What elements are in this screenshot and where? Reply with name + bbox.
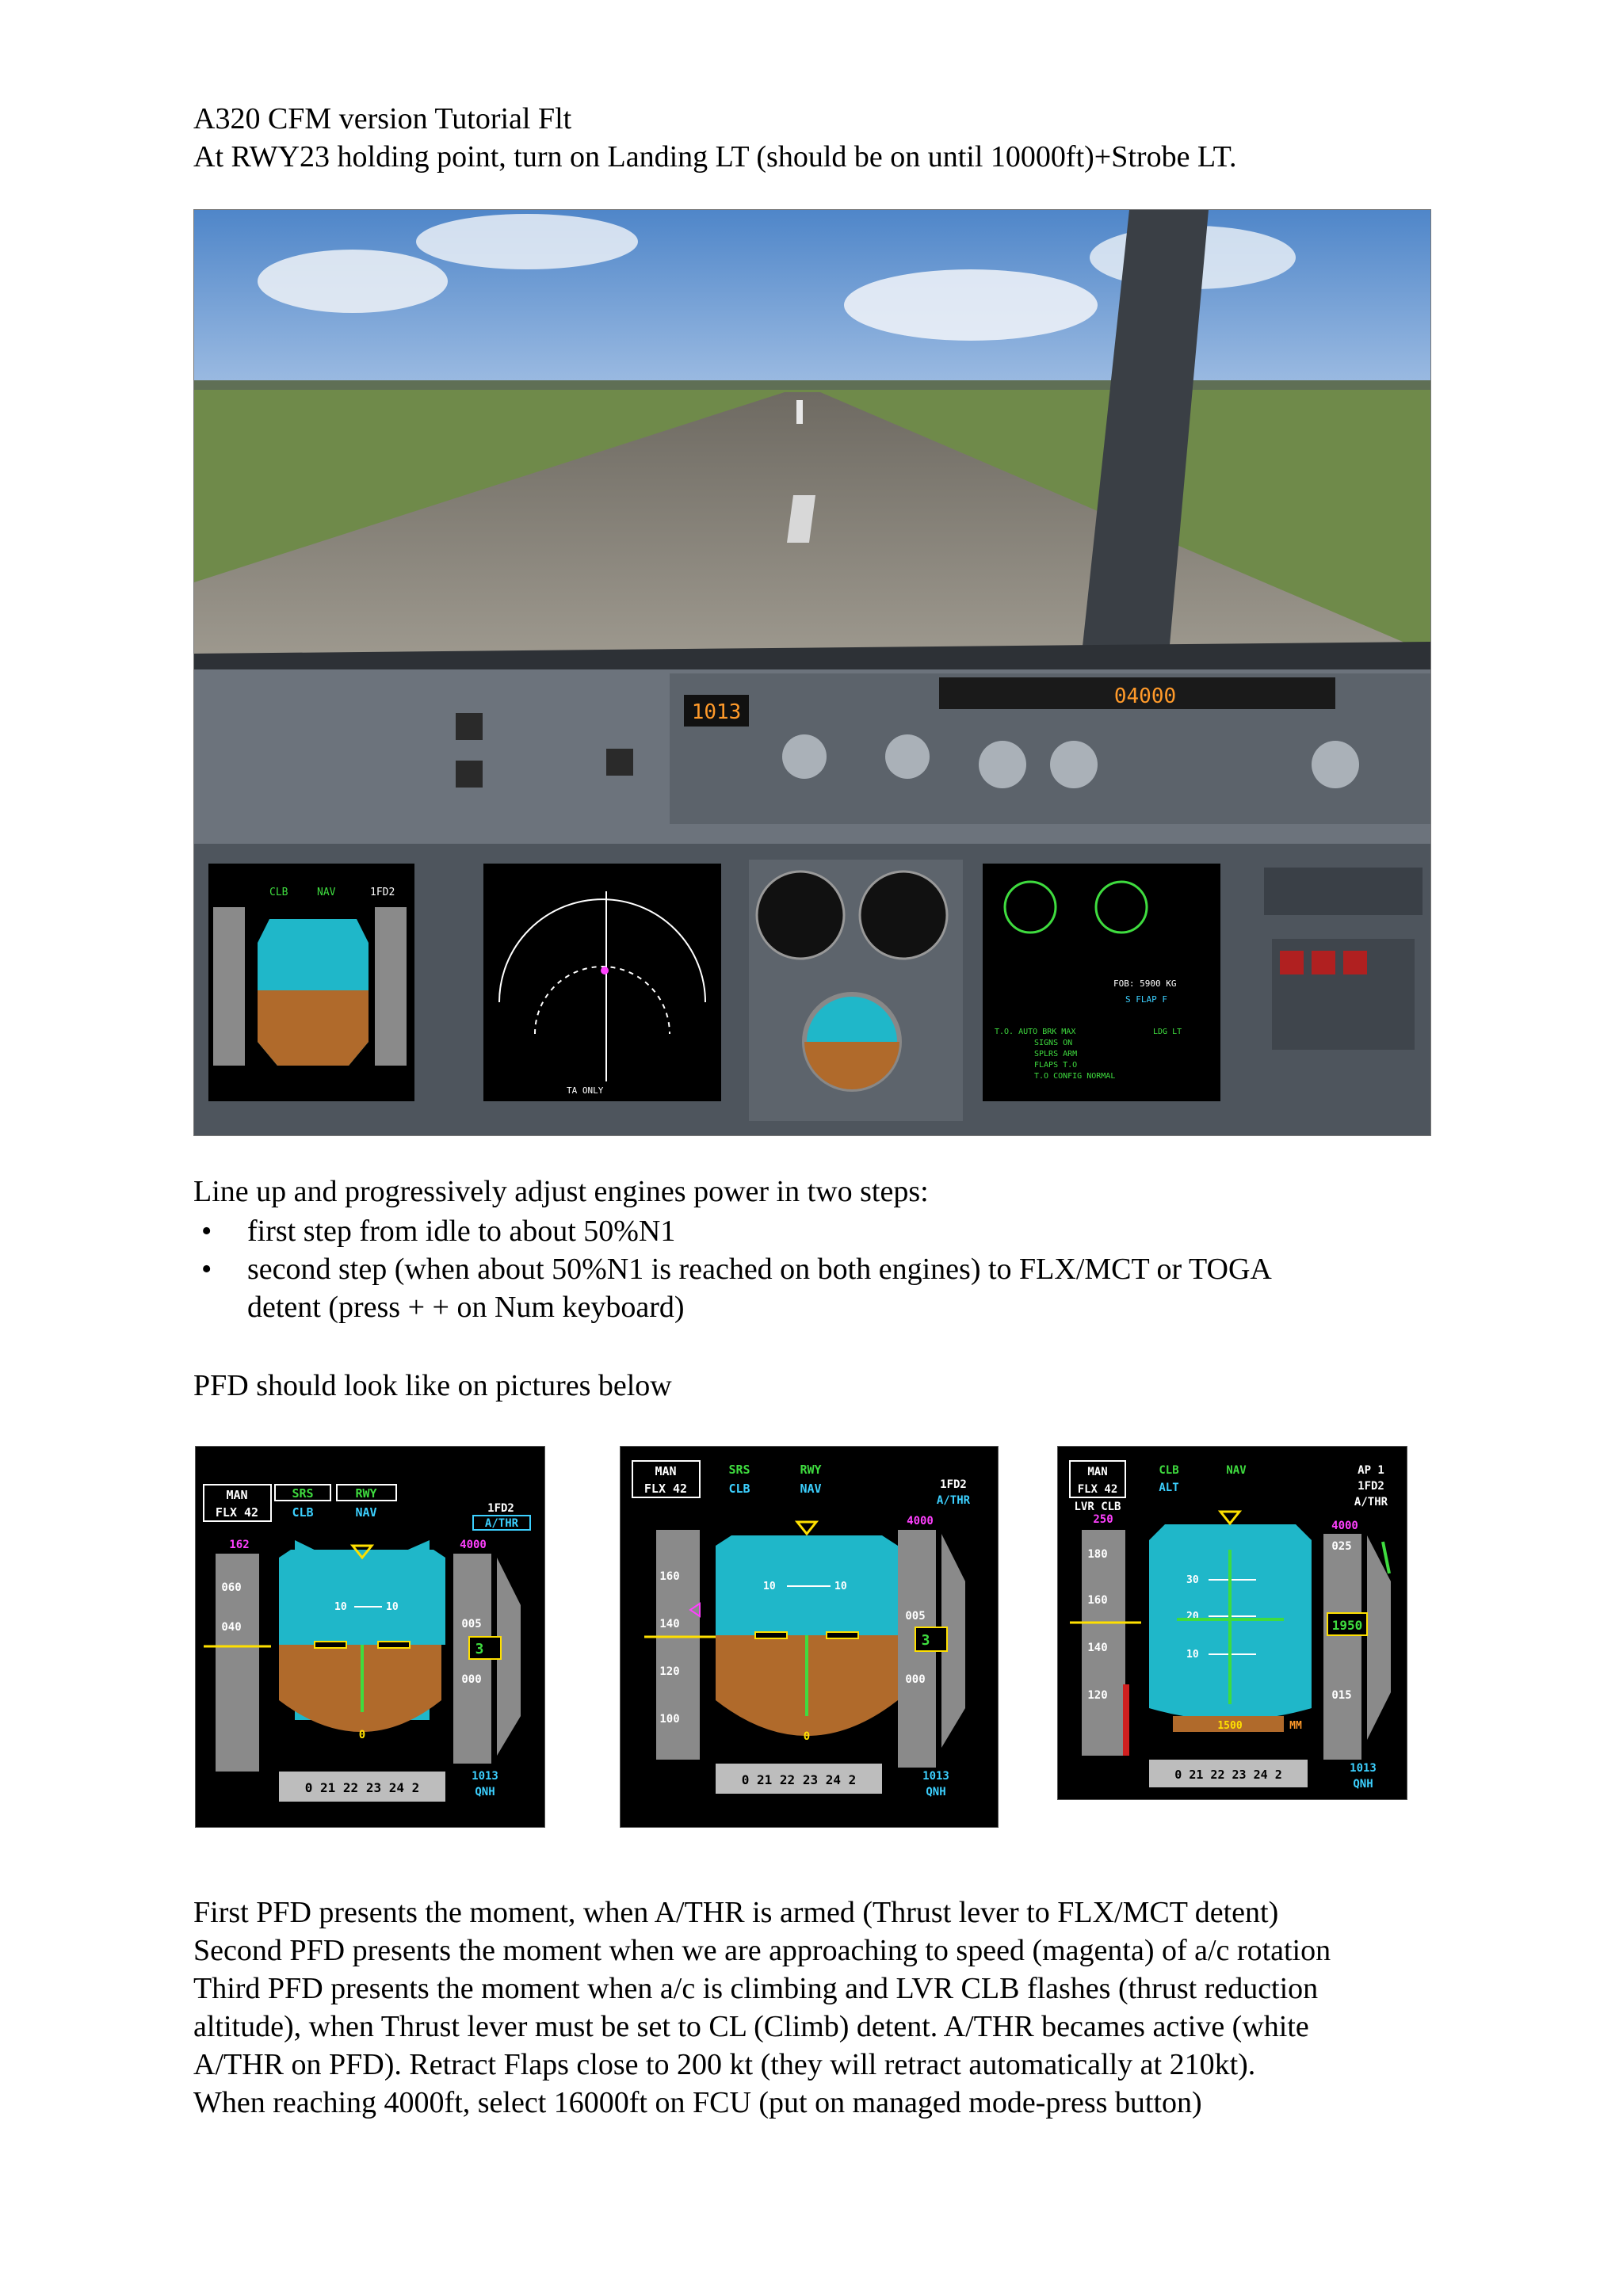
fma-alt: ALT	[1159, 1482, 1179, 1494]
pfd-intro: PFD should look like on pictures below	[193, 1369, 672, 1402]
baro-unit: QNH	[1353, 1778, 1373, 1791]
fma-man: MAN	[655, 1464, 677, 1478]
fcu-alt-readout: 04000	[1113, 685, 1177, 708]
ewd-memo-right: LDG LT	[1153, 1028, 1182, 1036]
speed-tick: 160	[659, 1570, 680, 1583]
fma-flx: FLX 42	[643, 1482, 688, 1496]
fma-man: MAN	[226, 1488, 248, 1502]
speed-tick: 120	[1087, 1689, 1108, 1702]
speed-tick: 100	[659, 1713, 680, 1726]
baro: 1013	[472, 1770, 498, 1783]
ewd-memo-3: FLAPS T.O	[1034, 1061, 1078, 1070]
pitch-label: 10	[1186, 1649, 1199, 1661]
fma-nav: NAV	[800, 1482, 822, 1496]
alt-readout: 3	[921, 1632, 930, 1649]
fma-clb: CLB	[728, 1482, 750, 1496]
doc-title: A320 CFM version Tutorial Flt	[193, 102, 572, 135]
alt-tick: 000	[905, 1673, 926, 1686]
alt-tick: 005	[905, 1610, 926, 1623]
bullet-dot: •	[201, 1215, 212, 1248]
ewd-memo-4: T.O CONFIG NORMAL	[1034, 1072, 1116, 1081]
alt-tick: 025	[1331, 1540, 1352, 1553]
speed-tick: 140	[1087, 1642, 1108, 1654]
speed-tick: 120	[659, 1665, 680, 1678]
alt-tick: 005	[461, 1618, 482, 1630]
pfd-image-1	[195, 1446, 545, 1828]
fma-fd: 1FD2	[487, 1502, 514, 1515]
bullet-dot: •	[201, 1253, 212, 1286]
fma-nav: NAV	[355, 1505, 377, 1520]
alt-tick: 015	[1331, 1689, 1352, 1702]
speed-target: 250	[1093, 1513, 1113, 1526]
ewd-memo-0: T.O. AUTO BRK MAX	[995, 1028, 1076, 1036]
bullet-2-continued	[247, 1288, 685, 1326]
ewd-memo-1: SIGNS ON	[1034, 1039, 1073, 1047]
fma-nav: NAV	[1226, 1464, 1247, 1477]
ewd-flap: S FLAP F	[1125, 994, 1167, 1005]
fma-clb: CLB	[292, 1505, 314, 1520]
fma-srs: SRS	[728, 1463, 750, 1477]
speed-tick: 140	[659, 1618, 680, 1630]
fma-flx: FLX 42	[1077, 1483, 1118, 1496]
baro: 1013	[922, 1770, 949, 1783]
speed-tick: 060	[221, 1581, 242, 1594]
pfd-zero: 0	[358, 1729, 366, 1741]
fma-athr: A/THR	[484, 1517, 519, 1530]
explain-line-2: Second PFD presents the moment when we are approaching to speed (magenta) of a/c rotation	[193, 1934, 1331, 1967]
pitch-label: 10	[386, 1601, 399, 1613]
pitch-label: 10	[763, 1581, 776, 1592]
fma-rwy: RWY	[355, 1486, 377, 1501]
fma-lvr-clb: LVR CLB	[1074, 1501, 1121, 1513]
alt-readout: 1950	[1331, 1618, 1363, 1633]
bullet-1-text: first step from idle to about 50%N1	[247, 1215, 676, 1248]
alt-target: 4000	[907, 1515, 934, 1527]
heading-scale: 0 21 22 23 24 2	[304, 1780, 420, 1795]
pfd-fma-clb: CLB	[269, 887, 288, 898]
alt-target: 4000	[460, 1539, 487, 1551]
speed-tick: 180	[1087, 1548, 1108, 1561]
fcu-baro-readout: 1013	[691, 700, 742, 724]
ewd-fob: FOB: 5900 KG	[1113, 978, 1177, 989]
ewd-memo-2: SPLRS ARM	[1034, 1050, 1078, 1058]
baro-unit: QNH	[475, 1786, 495, 1798]
pfd-zero: 0	[803, 1730, 811, 1743]
pfd-image-2	[620, 1446, 999, 1828]
speed-target: 162	[229, 1539, 250, 1551]
heading-scale: 0 21 22 23 24 2	[741, 1772, 857, 1787]
fma-fd: 1FD2	[1358, 1480, 1384, 1493]
nd-ta-only: TA ONLY	[567, 1085, 604, 1096]
fma-man: MAN	[1087, 1466, 1108, 1478]
bullet-2-text: second step (when about 50%N1 is reached on both engines) to FLX/MCT or TOGA	[247, 1253, 1272, 1286]
explain-line-5: A/THR on PFD). Retract Flaps close to 200 kt (they will retract automatically at 210kt).	[193, 2048, 1256, 2081]
baro-unit: QNH	[926, 1786, 946, 1798]
fma-clb: CLB	[1159, 1464, 1179, 1477]
speed-tick: 160	[1087, 1594, 1108, 1607]
explain-line-6: When reaching 4000ft, select 16000ft on FCU (put on managed mode-press button)	[193, 2086, 1202, 2119]
lineup-text: Line up and progressively adjust engines power in two steps:	[193, 1175, 929, 1208]
pfd-fma-fd: 1FD2	[370, 887, 395, 898]
fma-fd: 1FD2	[940, 1478, 967, 1491]
fma-srs: SRS	[292, 1486, 314, 1501]
pfd-fma-nav: NAV	[317, 887, 336, 898]
fma-flx: FLX 42	[215, 1505, 259, 1520]
radio-alt: 1500	[1217, 1720, 1243, 1732]
bullet-1	[201, 1212, 676, 1250]
pitch-label: 30	[1186, 1574, 1199, 1586]
speed-tick: 040	[221, 1621, 242, 1634]
marker-mm: MM	[1289, 1720, 1302, 1732]
pitch-label: 10	[334, 1601, 347, 1613]
explain-line-1: First PFD presents the moment, when A/THR is armed (Thrust lever to FLX/MCT detent)	[193, 1896, 1279, 1929]
alt-target: 4000	[1331, 1520, 1358, 1532]
explain-line-3: Third PFD presents the moment when a/c is climbing and LVR CLB flashes (thrust reduction	[193, 1972, 1319, 2005]
heading-scale: 0 21 22 23 24 2	[1174, 1768, 1282, 1782]
fma-athr: A/THR	[1354, 1496, 1388, 1508]
pfd-image-3	[1057, 1446, 1407, 1800]
fma-ap: AP 1	[1358, 1464, 1384, 1477]
fma-rwy: RWY	[800, 1463, 822, 1477]
bullet-2	[201, 1250, 1272, 1288]
pitch-label: 10	[834, 1581, 847, 1592]
cockpit-screenshot	[193, 209, 1431, 1136]
baro: 1013	[1350, 1762, 1377, 1775]
doc-intro: At RWY23 holding point, turn on Landing LT (should be on until 10000ft)+Strobe LT.	[193, 140, 1237, 174]
alt-tick: 000	[461, 1673, 482, 1686]
bullet-2-cont-text: detent (press + + on Num keyboard)	[247, 1291, 685, 1324]
explain-line-4: altitude), when Thrust lever must be set to CL (Climb) detent. A/THR becames active (white	[193, 2010, 1309, 2043]
pitch-label: 20	[1186, 1611, 1199, 1623]
fma-athr: A/THR	[936, 1494, 971, 1507]
alt-readout: 3	[475, 1641, 484, 1657]
